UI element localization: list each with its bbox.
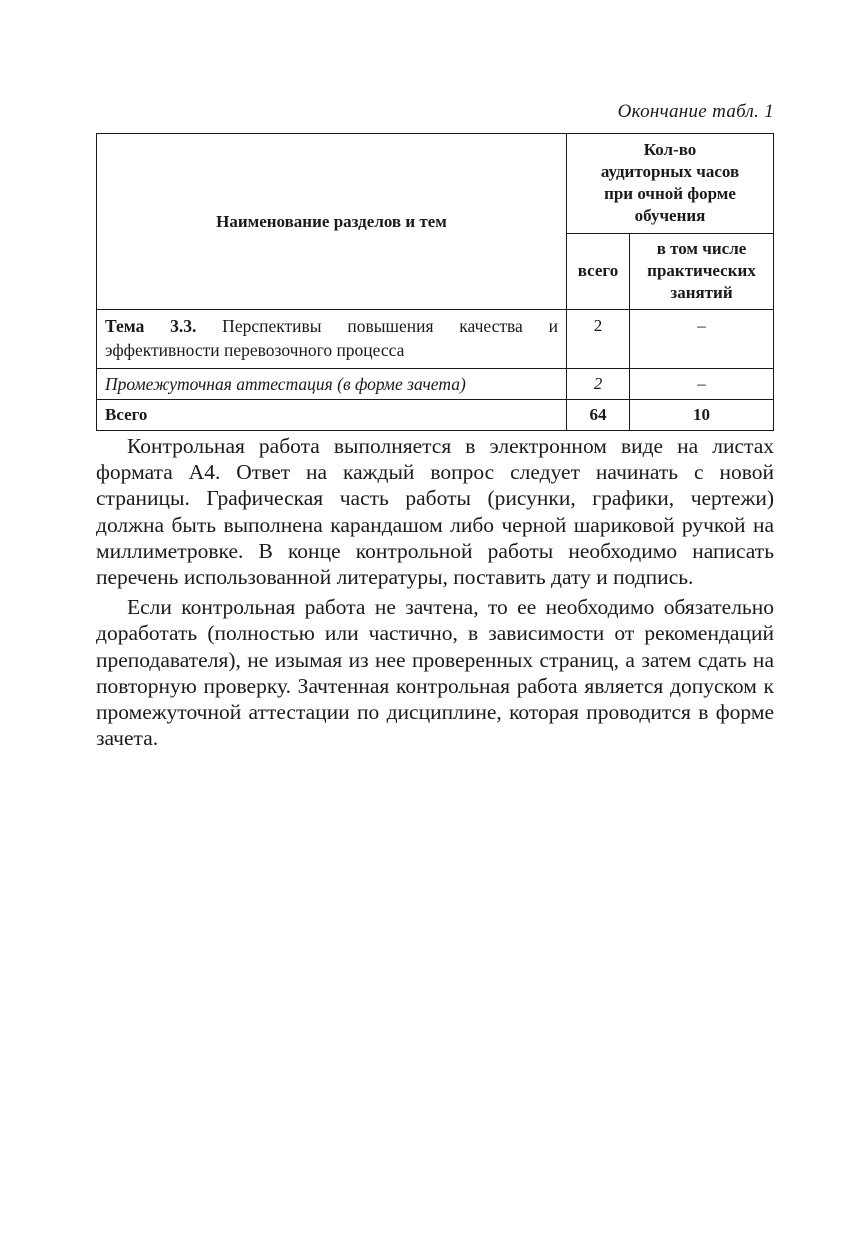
row-total: 2 [567,310,630,369]
discipline-table [96,133,774,431]
row-practical: – [630,310,774,369]
header-practical-line: занятий [670,283,733,303]
header-hours-line: обучения [634,206,706,226]
row-total: 64 [567,400,630,431]
row-practical: – [630,369,774,400]
topic-label: Тема 3.3. [105,316,197,336]
header-name: Наименование разделов и тем [97,134,567,310]
table-row-total [97,400,774,431]
table-row [97,310,774,369]
row-topic-cell [97,310,567,369]
topic-text: Перспективы повышения качества и эффективности перевозочного процесса [105,316,558,360]
paragraph: Если контрольная работа не зачтена, то ее необходимо обязательно доработать (полностью или частично, в зависимости от рекомендаций преподавателя), не изымая из нее проверенных страниц, а затем сдать на повторную проверку. Зачтенная контрольная работа является допуском к промежуточной аттестации по дисциплине, которая проводится в форме зачета. [96,595,774,751]
row-practical: 10 [630,400,774,431]
header-hours [567,134,774,234]
paragraph: Контрольная работа выполняется в электронном виде на листах формата А4. Ответ на каждый вопрос следует начинать с новой страницы. Графическая часть работы (рисунки, графики, чертежи) должна быть выполнена карандашом либо черной шариковой ручкой на миллиметровке. В конце контрольной работы необходимо написать перечень использованной литературы, поставить дату и подпись. [96,434,774,590]
header-practical [630,233,774,309]
header-total: всего [567,233,630,309]
row-name: Промежуточная аттестация (в форме зачета) [97,369,567,400]
body-text [96,433,774,755]
header-hours-line: Кол-во [643,140,697,160]
row-name: Всего [97,400,567,431]
table-row [97,369,774,400]
row-total: 2 [567,369,630,400]
table-caption: Окончание табл. 1 [617,101,774,122]
header-practical-line: практических [647,261,756,281]
header-hours-line: аудиторных часов [600,162,740,182]
header-practical-line: в том числе [656,239,747,259]
header-hours-line: при очной форме [604,184,736,204]
